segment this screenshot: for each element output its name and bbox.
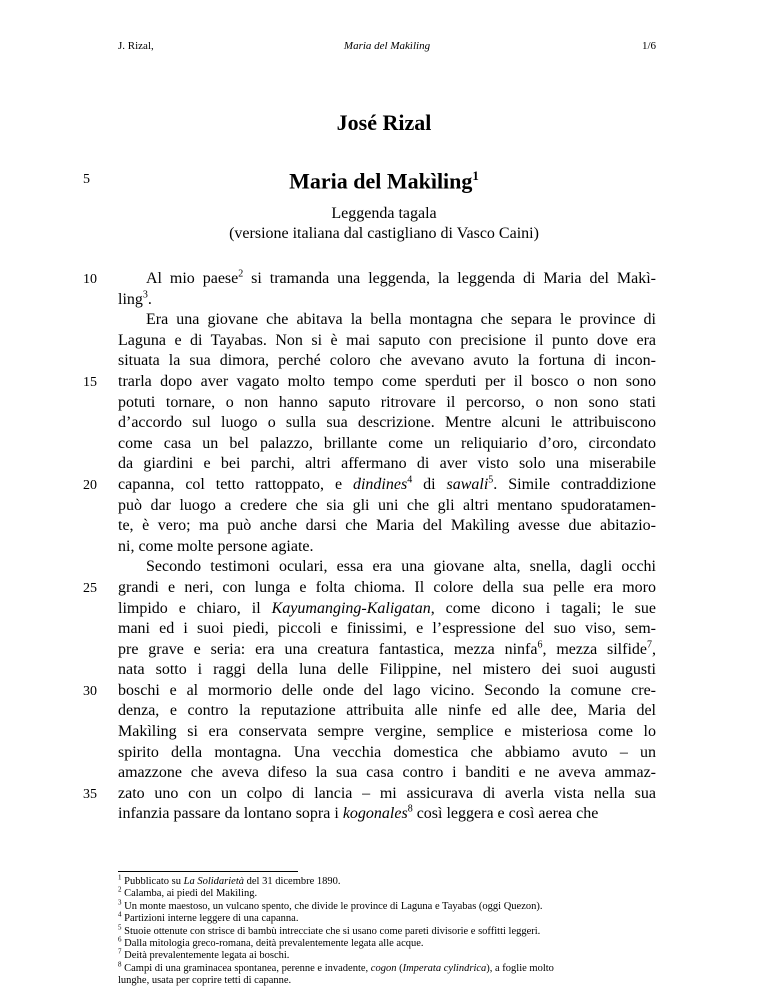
footnote bbox=[118, 873, 678, 888]
text-line bbox=[118, 290, 656, 311]
footnote bbox=[118, 910, 678, 925]
text-run: nata sotto i raggi della luna delle Filippine, nel mistero dei suoi augusti bbox=[118, 661, 656, 679]
footnote-ref: 4 bbox=[407, 474, 413, 486]
text-run: Deità prevalentemente legata ai boschi. bbox=[124, 950, 290, 962]
footnote-ref: 1 bbox=[472, 168, 479, 183]
text-run: Kayumanging-Kaligatan bbox=[271, 599, 431, 617]
text-run: ( bbox=[396, 962, 403, 974]
text-run: limpido e chiaro, il bbox=[118, 599, 272, 617]
line-number: 30 bbox=[83, 684, 97, 699]
work-title-text: Maria del Makìling bbox=[289, 168, 473, 194]
text-line bbox=[118, 537, 656, 558]
text-line bbox=[118, 475, 656, 496]
text-run: zato uno con un colpo di lancia – mi assicurava di averla vista nella sua bbox=[118, 784, 656, 802]
footnote bbox=[118, 947, 678, 962]
line-number: 5 bbox=[83, 172, 90, 187]
footnote-number: 8 bbox=[118, 960, 122, 969]
line-number: 25 bbox=[83, 581, 97, 596]
text-run: situata la sua dimora, perché coloro che avevano avuto la fortuna di incon- bbox=[118, 352, 656, 370]
text-run: Laguna e di Tayabas. Non si è mai saputo con precisione il punto dove era bbox=[118, 331, 656, 349]
text-run: Un monte maestoso, un vulcano spento, che divide le province di Laguna e Tayabas (oggi Quezon). bbox=[124, 900, 543, 912]
line-number: 15 bbox=[83, 375, 97, 390]
footnote-number: 6 bbox=[118, 935, 122, 944]
text-line bbox=[118, 640, 656, 661]
text-line bbox=[118, 578, 656, 599]
line-number: 10 bbox=[83, 272, 97, 287]
text-run: Calamba, ai piedi del Makìling. bbox=[124, 888, 258, 900]
text-line bbox=[118, 660, 656, 681]
text-run: potuti tornare, o non hanno saputo ritrovare il percorso, o non sono stati bbox=[118, 393, 656, 411]
footnote-number: 5 bbox=[118, 923, 122, 932]
text-run: pre grave e seria: era una creatura fantastica, mezza ninfa bbox=[118, 640, 538, 658]
text-run: , bbox=[652, 640, 656, 658]
text-line bbox=[118, 722, 656, 743]
footnote-ref: 8 bbox=[407, 804, 413, 816]
text-run: La Solidarietà bbox=[183, 876, 245, 887]
footnotes bbox=[118, 873, 678, 988]
line-number: 20 bbox=[83, 478, 97, 493]
footnote-ref: 2 bbox=[238, 268, 244, 280]
text-line bbox=[118, 269, 656, 290]
text-run: spirito della montagna. Una vecchia domestica che abbiamo avuto – un bbox=[118, 743, 656, 761]
text-run: può dar luogo a credere che sia gli uni che gli altri mentano spudoratamen- bbox=[118, 496, 656, 514]
text-run: kogonales bbox=[342, 805, 408, 823]
footnote bbox=[118, 960, 678, 975]
text-run: di bbox=[412, 475, 447, 493]
subtitle bbox=[0, 204, 768, 244]
text-run: , mezza silfide bbox=[542, 640, 647, 658]
text-run: boschi e al mormorio delle onde del lago vicino. Secondo la comune cre- bbox=[118, 681, 656, 699]
text-line bbox=[118, 434, 656, 455]
text-run: te, è vero; ma può anche darsi che Maria del Makìling avesse due abitazio- bbox=[118, 517, 656, 535]
text-run: come casa un bel palazzo, brillante come un reliquiario d’oro, circondato bbox=[118, 434, 656, 452]
footnote bbox=[118, 898, 678, 913]
text-run: dindines bbox=[352, 475, 408, 493]
footnote-number: 3 bbox=[118, 898, 122, 907]
text-run: Campi di una graminacea spontanea, perenne e invadente, bbox=[124, 962, 371, 974]
header-title: Maria del Makìling bbox=[343, 40, 431, 52]
text-run: Imperata cylindrica bbox=[402, 962, 487, 974]
text-run: Era una giovane che abitava la bella montagna che separa le province di bbox=[146, 311, 656, 329]
work-title bbox=[0, 168, 768, 194]
running-header bbox=[118, 40, 656, 56]
footnote-number: 1 bbox=[118, 873, 122, 882]
footnote bbox=[118, 975, 678, 987]
footnote-number: 4 bbox=[118, 910, 122, 919]
text-run: Al mio paese bbox=[146, 270, 239, 287]
text-run: trarla dopo aver vagato molto tempo come sperduti per il bosco o non sono bbox=[118, 372, 656, 390]
text-line bbox=[118, 372, 656, 393]
text-run: infanzia passare da lontano sopra i bbox=[118, 805, 343, 823]
text-run: , come dicono i tagali; le sue bbox=[430, 599, 657, 617]
text-line bbox=[118, 351, 656, 372]
text-line bbox=[118, 331, 656, 352]
text-line bbox=[118, 516, 656, 537]
text-line bbox=[118, 393, 656, 414]
text-run: da giardini e bei parchi, altri affermano di aver visto solo una miserabile bbox=[118, 455, 656, 473]
line-number: 35 bbox=[83, 787, 97, 802]
footnote-ref: 6 bbox=[537, 639, 543, 651]
text-line bbox=[118, 454, 656, 475]
author-name: José Rizal bbox=[336, 110, 432, 135]
text-line bbox=[118, 310, 656, 331]
text-run: lunghe, usata per coprire tetti di capanne. bbox=[118, 975, 292, 987]
footnote-ref: 5 bbox=[488, 474, 494, 486]
text-run: ni, come molte persone agiate. bbox=[118, 537, 314, 555]
header-author: J. Rizal, bbox=[118, 40, 154, 52]
page-number: 1/6 bbox=[641, 40, 656, 52]
text-run: sawali bbox=[446, 475, 489, 493]
footnote bbox=[118, 885, 678, 900]
text-line bbox=[118, 619, 656, 640]
text-line bbox=[118, 743, 656, 764]
text-run: ling bbox=[118, 290, 143, 308]
body-text bbox=[118, 269, 656, 825]
text-line bbox=[118, 681, 656, 702]
text-run: del 31 dicembre 1890. bbox=[244, 876, 341, 887]
footnote-number: 7 bbox=[118, 947, 122, 956]
text-line bbox=[118, 557, 656, 578]
text-run: ), a foglie molto bbox=[486, 962, 554, 974]
text-run: Makìling si era conservata sempre vergine, semplice e misteriosa come lo bbox=[118, 723, 656, 741]
text-line bbox=[118, 599, 656, 620]
footnote-rule bbox=[118, 871, 298, 872]
text-run: capanna, col tetto rattoppato, e bbox=[118, 475, 353, 493]
footnote bbox=[118, 935, 678, 950]
text-line bbox=[118, 413, 656, 434]
text-line bbox=[118, 804, 656, 825]
text-run: . bbox=[147, 290, 152, 308]
text-run: si tramanda una leggenda, la leggenda di Maria del Makì- bbox=[243, 270, 657, 287]
text-run: grandi e neri, con lunga e folta chioma. Il colore della sua pelle era moro bbox=[118, 578, 656, 596]
text-run: cogon bbox=[370, 962, 397, 974]
text-run: Stuoie ottenute con strisce di bambù intrecciate che si usano come pareti divisorie e soffitti leggeri. bbox=[124, 925, 541, 937]
subtitle-line: (versione italiana dal castigliano di Vasco Caini) bbox=[229, 225, 539, 242]
text-run: Partizioni interne leggere di una capanna. bbox=[124, 913, 299, 925]
footnote-ref: 3 bbox=[142, 289, 148, 301]
text-run: Secondo testimoni oculari, essa era una giovane alta, snella, dagli occhi bbox=[146, 558, 656, 576]
text-run: così leggera e così aerea che bbox=[412, 805, 599, 823]
text-run: mani ed i suoi piedi, piccoli e finissimi, e l’espressione del suo viso, sem- bbox=[118, 620, 656, 638]
text-run: Pubblicato su bbox=[124, 876, 184, 887]
footnote bbox=[118, 923, 678, 938]
footnote-number: 2 bbox=[118, 885, 122, 894]
footnote-ref: 7 bbox=[647, 639, 652, 651]
text-run: d’accordo sul luogo o sulla sua descrizione. Mentre alcuni le attribuiscono bbox=[118, 414, 656, 432]
text-line bbox=[118, 763, 656, 784]
text-line bbox=[118, 496, 656, 517]
text-line bbox=[118, 701, 656, 722]
subtitle-line: Leggenda tagala bbox=[331, 205, 437, 222]
text-run: amazzone che aveva difeso la sua casa contro i banditi e ne aveva ammaz- bbox=[118, 764, 656, 782]
text-run: . Simile contraddizione bbox=[493, 475, 656, 493]
text-run: denza, e contro la reputazione attribuita alle ninfe ed alle dee, Maria del bbox=[118, 702, 656, 720]
text-run: Dalla mitologia greco-romana, deità prevalentemente legata alle acque. bbox=[124, 938, 424, 950]
text-line bbox=[118, 784, 656, 805]
